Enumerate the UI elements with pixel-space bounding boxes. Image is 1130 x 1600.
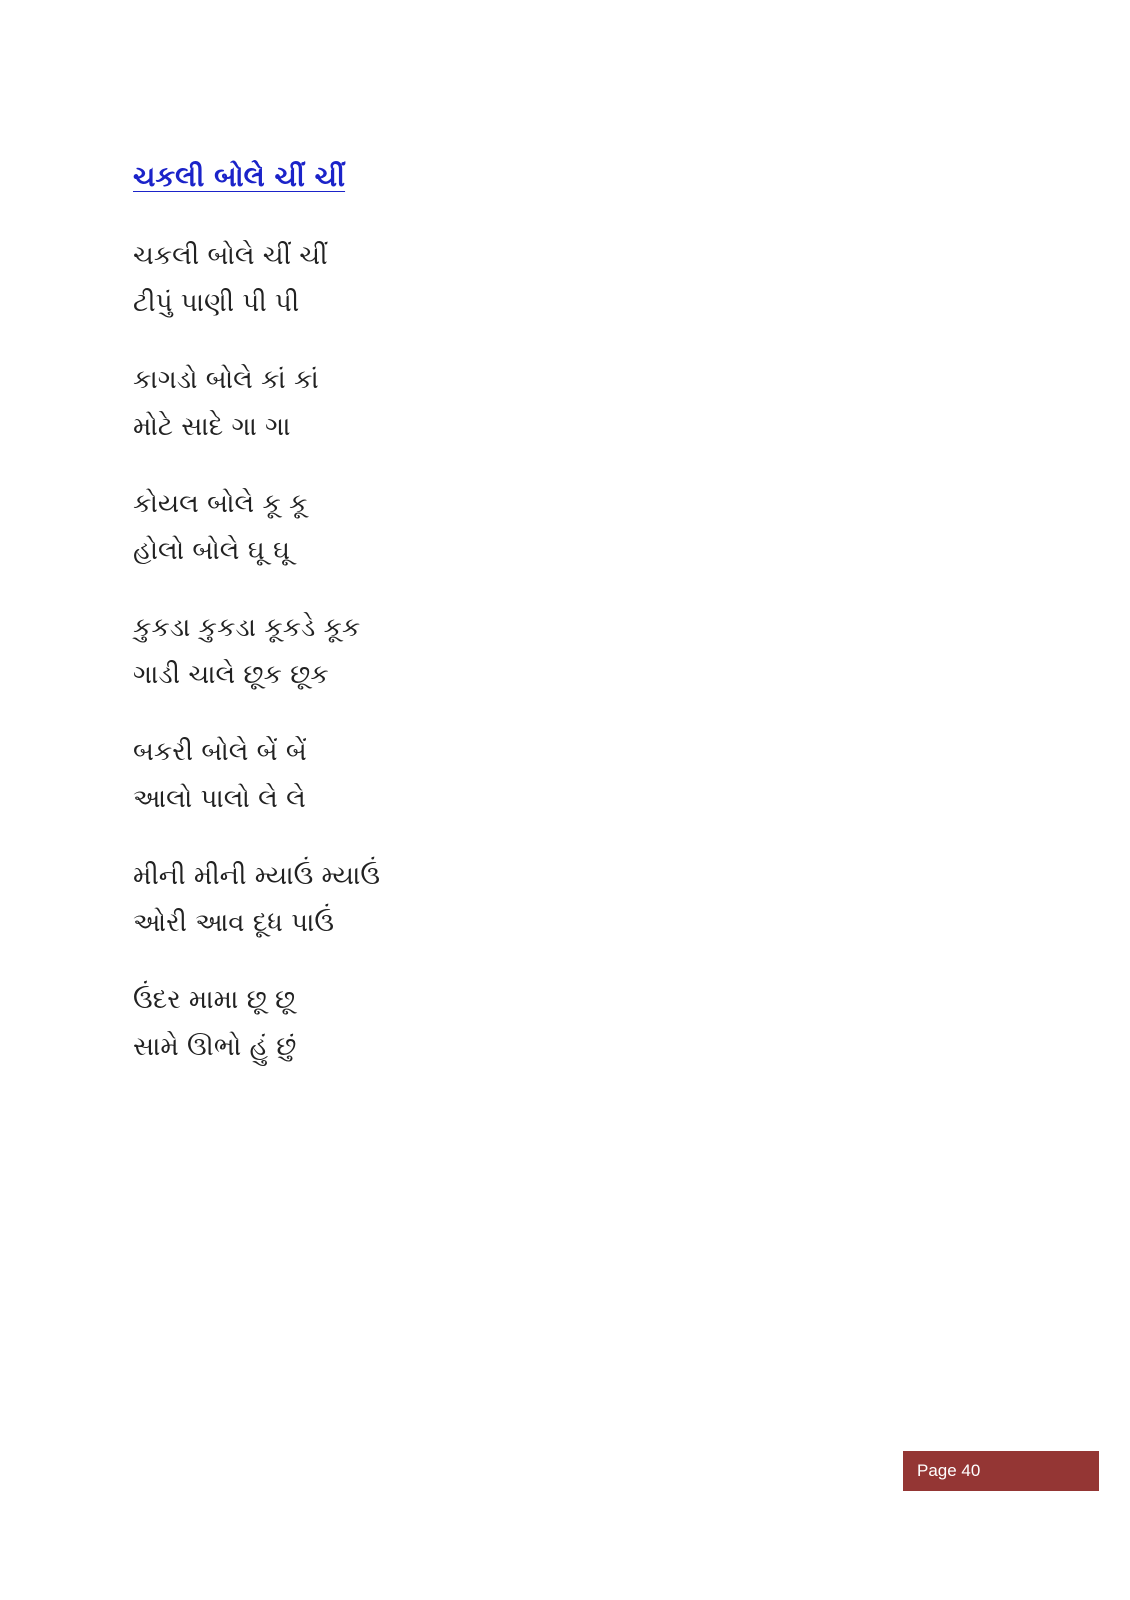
poem-line: મોટે સાદે ગા ગા xyxy=(133,412,291,442)
poem-line: હોલો બોલે ઘૂ ઘૂ xyxy=(133,536,290,566)
poem-line: ઓરી આવ દૂધ પાઉં xyxy=(133,908,335,938)
poem-line: કોયલ બોલે કૂ કૂ xyxy=(133,489,308,519)
poem-line: આલો પાલો લે લે xyxy=(133,784,306,814)
poem-body xyxy=(133,233,833,1101)
poem-line: ઉંદર મામા છૂ છૂ xyxy=(133,985,296,1015)
poem-line: બકરી બોલે બેં બેં xyxy=(133,737,307,767)
stanza xyxy=(133,481,833,605)
stanza xyxy=(133,853,833,977)
stanza xyxy=(133,233,833,357)
stanza xyxy=(133,605,833,729)
stanza xyxy=(133,729,833,853)
poem-line: સામે ઊભો હું છું xyxy=(133,1032,297,1062)
poem-title: ચકલી બોલે ચીં ચીં xyxy=(133,160,346,193)
poem-line: કુકડા કુકડા કૂકડે કૂક xyxy=(133,613,361,643)
poem-line: મીની મીની મ્યાઉં મ્યાઉં xyxy=(133,861,380,891)
stanza xyxy=(133,977,833,1101)
poem-line: કાગડો બોલે કાં કાં xyxy=(133,365,319,395)
page-number-badge: Page 40 xyxy=(903,1451,1099,1491)
poem-line: ગાડી ચાલે છૂક છૂક xyxy=(133,660,329,690)
poem-line: ટીપું પાણી પી પી xyxy=(133,288,300,318)
poem-line: ચકલી બોલે ચીં ચીં xyxy=(133,241,328,271)
stanza xyxy=(133,357,833,481)
